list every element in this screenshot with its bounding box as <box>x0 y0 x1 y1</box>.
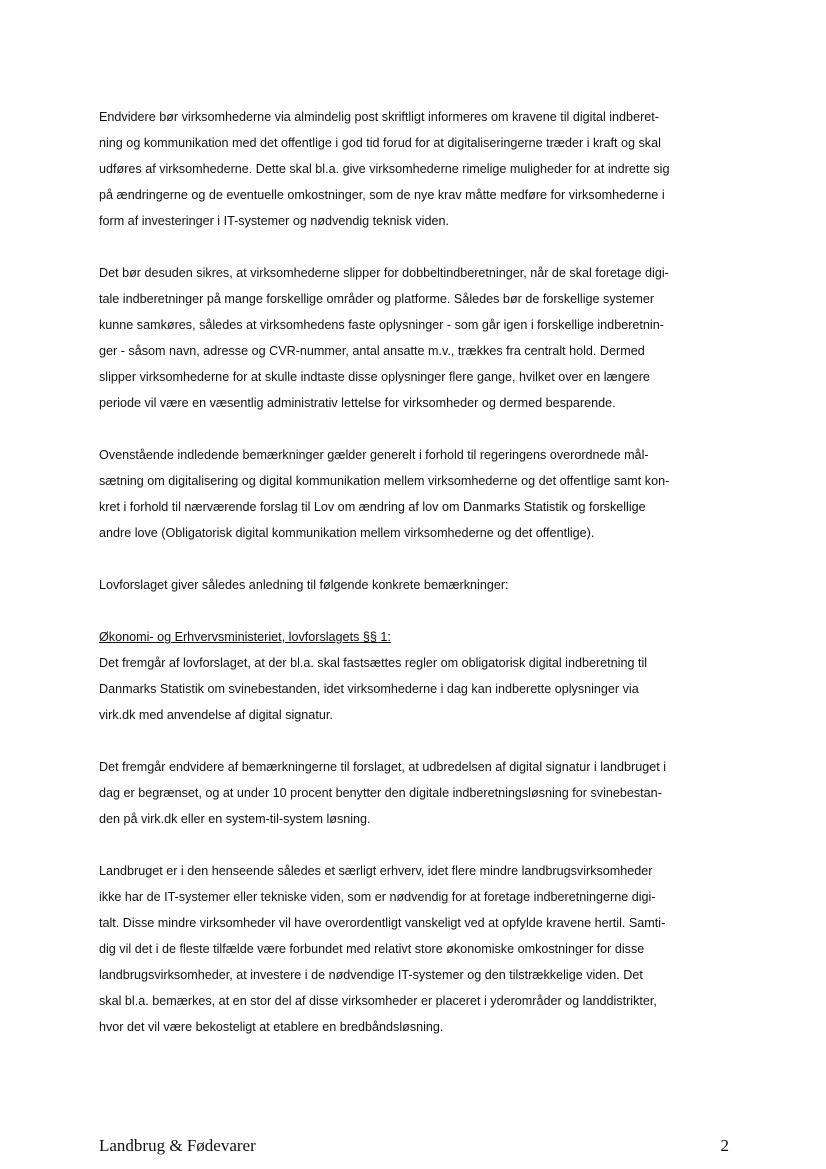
text-line: skal bl.a. bemærkes, at en stor del af disse virksomheder er placeret i yderområder og landdistrikter, <box>99 994 657 1008</box>
text-line: dag er begrænset, og at under 10 procent benytter den digitale indberetningsløsning for svinebestan- <box>99 786 662 800</box>
text-line: talt. Disse mindre virksomheder vil have overordentligt vanskeligt ved at opfylde kravene hertil. Samti- <box>99 916 666 930</box>
footer-organization: Landbrug & Fødevarer <box>99 1136 256 1155</box>
text-line: Landbruget er i den henseende således et særligt erhverv, idet flere mindre landbrugsvirksomheder <box>99 864 653 878</box>
text-line: ikke har de IT-systemer eller tekniske viden, som er nødvendig for at foretage indberetningerne digi- <box>99 890 656 904</box>
text-line: form af investeringer i IT-systemer og nødvendig teknisk viden. <box>99 214 449 228</box>
page-footer <box>99 1136 729 1166</box>
text-line: ning og kommunikation med det offentlige i god tid forud for at digitaliseringerne træder i kraft og skal <box>99 136 661 150</box>
section-heading: Økonomi- og Erhvervsministeriet, lovforslagets §§ 1: <box>99 630 391 644</box>
text-line: den på virk.dk eller en system-til-system løsning. <box>99 812 371 826</box>
paragraph-agriculture <box>99 858 739 1040</box>
paragraph-general-remarks <box>99 442 739 546</box>
text-line: Det fremgår af lovforslaget, at der bl.a. skal fastsættes regler om obligatorisk digital indberetning til <box>99 656 648 670</box>
text-line: periode vil være en væsentlig administrativ lettelse for virksomheder og dermed besparende. <box>99 396 616 410</box>
text-line: Danmarks Statistik om svinebestanden, idet virksomhederne i dag kan indberette oplysninger via <box>99 682 639 696</box>
text-line: Ovenstående indledende bemærkninger gælder generelt i forhold til regeringens overordnede mål- <box>99 448 649 462</box>
text-line: kret i forhold til nærværende forslag til Lov om ændring af lov om Danmarks Statistik og forskellige <box>99 500 646 514</box>
text-line: virk.dk med anvendelse af digital signatur. <box>99 708 333 722</box>
text-line: slipper virksomhederne for at skulle indtaste disse oplysninger flere gange, hvilket over en længere <box>99 370 650 384</box>
text-line: sætning om digitalisering og digital kommunikation mellem virksomhederne og det offentlige samt kon- <box>99 474 670 488</box>
text-line: andre love (Obligatorisk digital kommunikation mellem virksomhederne og det offentlige). <box>99 526 595 540</box>
text-line: Endvidere bør virksomhederne via almindelig post skriftligt informeres om kravene til digital indberet- <box>99 110 659 124</box>
page-number: 2 <box>720 1136 729 1155</box>
text-line: ger - såsom navn, adresse og CVR-nummer, antal ansatte m.v., trækkes fra centralt hold. Dermed <box>99 344 645 358</box>
text-line: landbrugsvirksomheder, at investere i de nødvendige IT-systemer og den tilstrækkelige viden. Det <box>99 968 643 982</box>
paragraph-intro-remarks <box>99 572 739 598</box>
paragraph-ministry-section <box>99 624 739 728</box>
text-line: kunne samkøres, således at virksomhedens faste oplysninger - som går igen i forskellige indberetnin- <box>99 318 664 332</box>
text-line: udføres af virksomhederne. Dette skal bl.a. give virksomhederne rimelige muligheder for at indrette sig <box>99 162 670 176</box>
text-line: Det fremgår endvidere af bemærkningerne til forslaget, at udbredelsen af digital signatur i landbruget i <box>99 760 667 774</box>
text-line: hvor det vil være bekosteligt at etablere en bredbåndsløsning. <box>99 1020 444 1034</box>
text-line: dig vil det i de fleste tilfælde være forbundet med relativt store økonomiske omkostninger for disse <box>99 942 645 956</box>
paragraph-notification <box>99 104 739 234</box>
text-line: tale indberetninger på mange forskellige områder og platforme. Således bør de forskellige systemer <box>99 292 655 306</box>
document-body <box>99 104 739 1066</box>
text-line: Lovforslaget giver således anledning til følgende konkrete bemærkninger: <box>99 578 509 592</box>
text-line: på ændringerne og de eventuelle omkostninger, som de nye krav måtte medføre for virksomhederne i <box>99 188 665 202</box>
paragraph-double-reporting <box>99 260 739 416</box>
text-line: Det bør desuden sikres, at virksomhederne slipper for dobbeltindberetninger, når de skal foretage digi- <box>99 266 669 280</box>
paragraph-digital-signature <box>99 754 739 832</box>
